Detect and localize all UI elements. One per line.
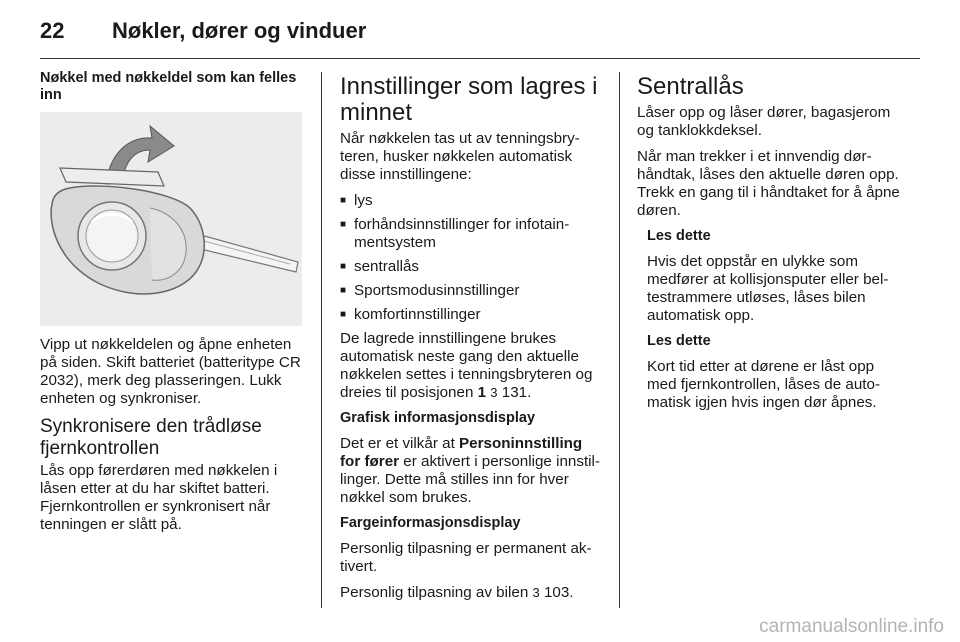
central-locking-handle: Når man trekker i et innvendig dør-håndtak, låses den aktuelle døren opp. Trekk en gang til i håndtaket for å åpne døren. [637,148,900,219]
page-ref-icon: 3 [532,585,540,600]
central-locking-heading: Sentrallås [637,73,744,100]
vehicle-personalization-body: Personlig tilpasning av bilen [340,584,533,601]
note-1 [647,228,907,325]
note-heading: Les dette [647,228,711,244]
note-text: Hvis det oppstår en ulykke som medfører at kollisjonsputer eller bel-testrammere utløses, låses bilen automatisk opp. [647,253,889,324]
graphic-display-heading: Grafisk informasjonsdisplay [340,410,536,426]
page-number: 22 [40,18,65,43]
column-3 [637,70,907,420]
graphic-display-text [340,435,605,507]
personalization-setting: Personinnstilling for fører [340,435,583,470]
sync-remote-text: Lås opp førerdøren med nøkkelen i låsen etter at du har skiftet batteri. Fjernkontrollen er synkronisert når tenningen er slått på. [40,462,278,533]
note-text: Kort tid etter at dørene er låst opp med fjernkontrollen, låses de auto-matisk igjen hvis ingen dør åpnes. [647,358,881,411]
sync-remote-heading: Synkronisere den trådløse fjernkontrollen [40,416,262,459]
stored-settings-text [340,330,605,402]
memory-settings-intro: Når nøkkelen tas ut av tenningsbry-teren, husker nøkkelen automatisk disse innstillingene: [340,130,580,183]
key-section-heading: Nøkkel med nøkkeldel som kan felles inn [40,70,297,103]
page-ref-131: 131. [501,384,532,401]
page-header [40,18,366,48]
color-display-text: Personlig tilpasning er permanent ak-tivert. [340,540,592,575]
list-item: ■ lys [340,192,605,210]
list-item: ■ komfortinnstillinger [340,306,605,324]
page-ref-icon: 3 [490,385,498,400]
memory-settings-list [340,192,605,324]
color-display-heading: Fargeinformasjonsdisplay [340,515,521,531]
battery-instructions: Vipp ut nøkkeldelen og åpne enheten på siden. Skift batteriet (batteritype CR 2032), merk deg plasseringen. Lukk enheten og synkroniser. [40,336,301,407]
stored-settings-body: De lagrede innstillingene brukes automatisk neste gang den aktuelle nøkkelen settes i tenningsbryteren og dreies til posisjonen [340,330,593,401]
column-divider-2 [619,72,620,608]
vehicle-personalization-text [340,584,605,602]
graphic-display-post: er aktivert i personlige innstil-linger. Dette må stilles inn for hver nøkkel som brukes. [340,453,600,506]
list-item: ■ forhåndsinnstillinger for infotain-mentsystem [340,216,605,252]
column-divider-1 [321,72,322,608]
key-battery-illustration-icon [40,112,302,326]
column-2 [340,70,605,610]
memory-settings-heading: Innstillinger som lagres i minnet [340,73,598,126]
watermark: carmanualsonline.info [759,616,944,637]
note-2 [647,333,907,412]
list-item: ■ sentrallås [340,258,605,276]
page-title: Nøkler, dører og vinduer [112,18,367,43]
header-divider [40,58,920,59]
column-1 [40,70,302,542]
list-item: ■ Sportsmodusinnstillinger [340,282,605,300]
note-heading: Les dette [647,333,711,349]
page-ref-103: 103. [543,584,574,601]
ignition-position: 1 [477,384,487,401]
graphic-display-pre: Det er et vilkår at [340,435,460,452]
central-locking-intro: Låser opp og låser dører, bagasjerom og tanklokkdeksel. [637,104,891,139]
